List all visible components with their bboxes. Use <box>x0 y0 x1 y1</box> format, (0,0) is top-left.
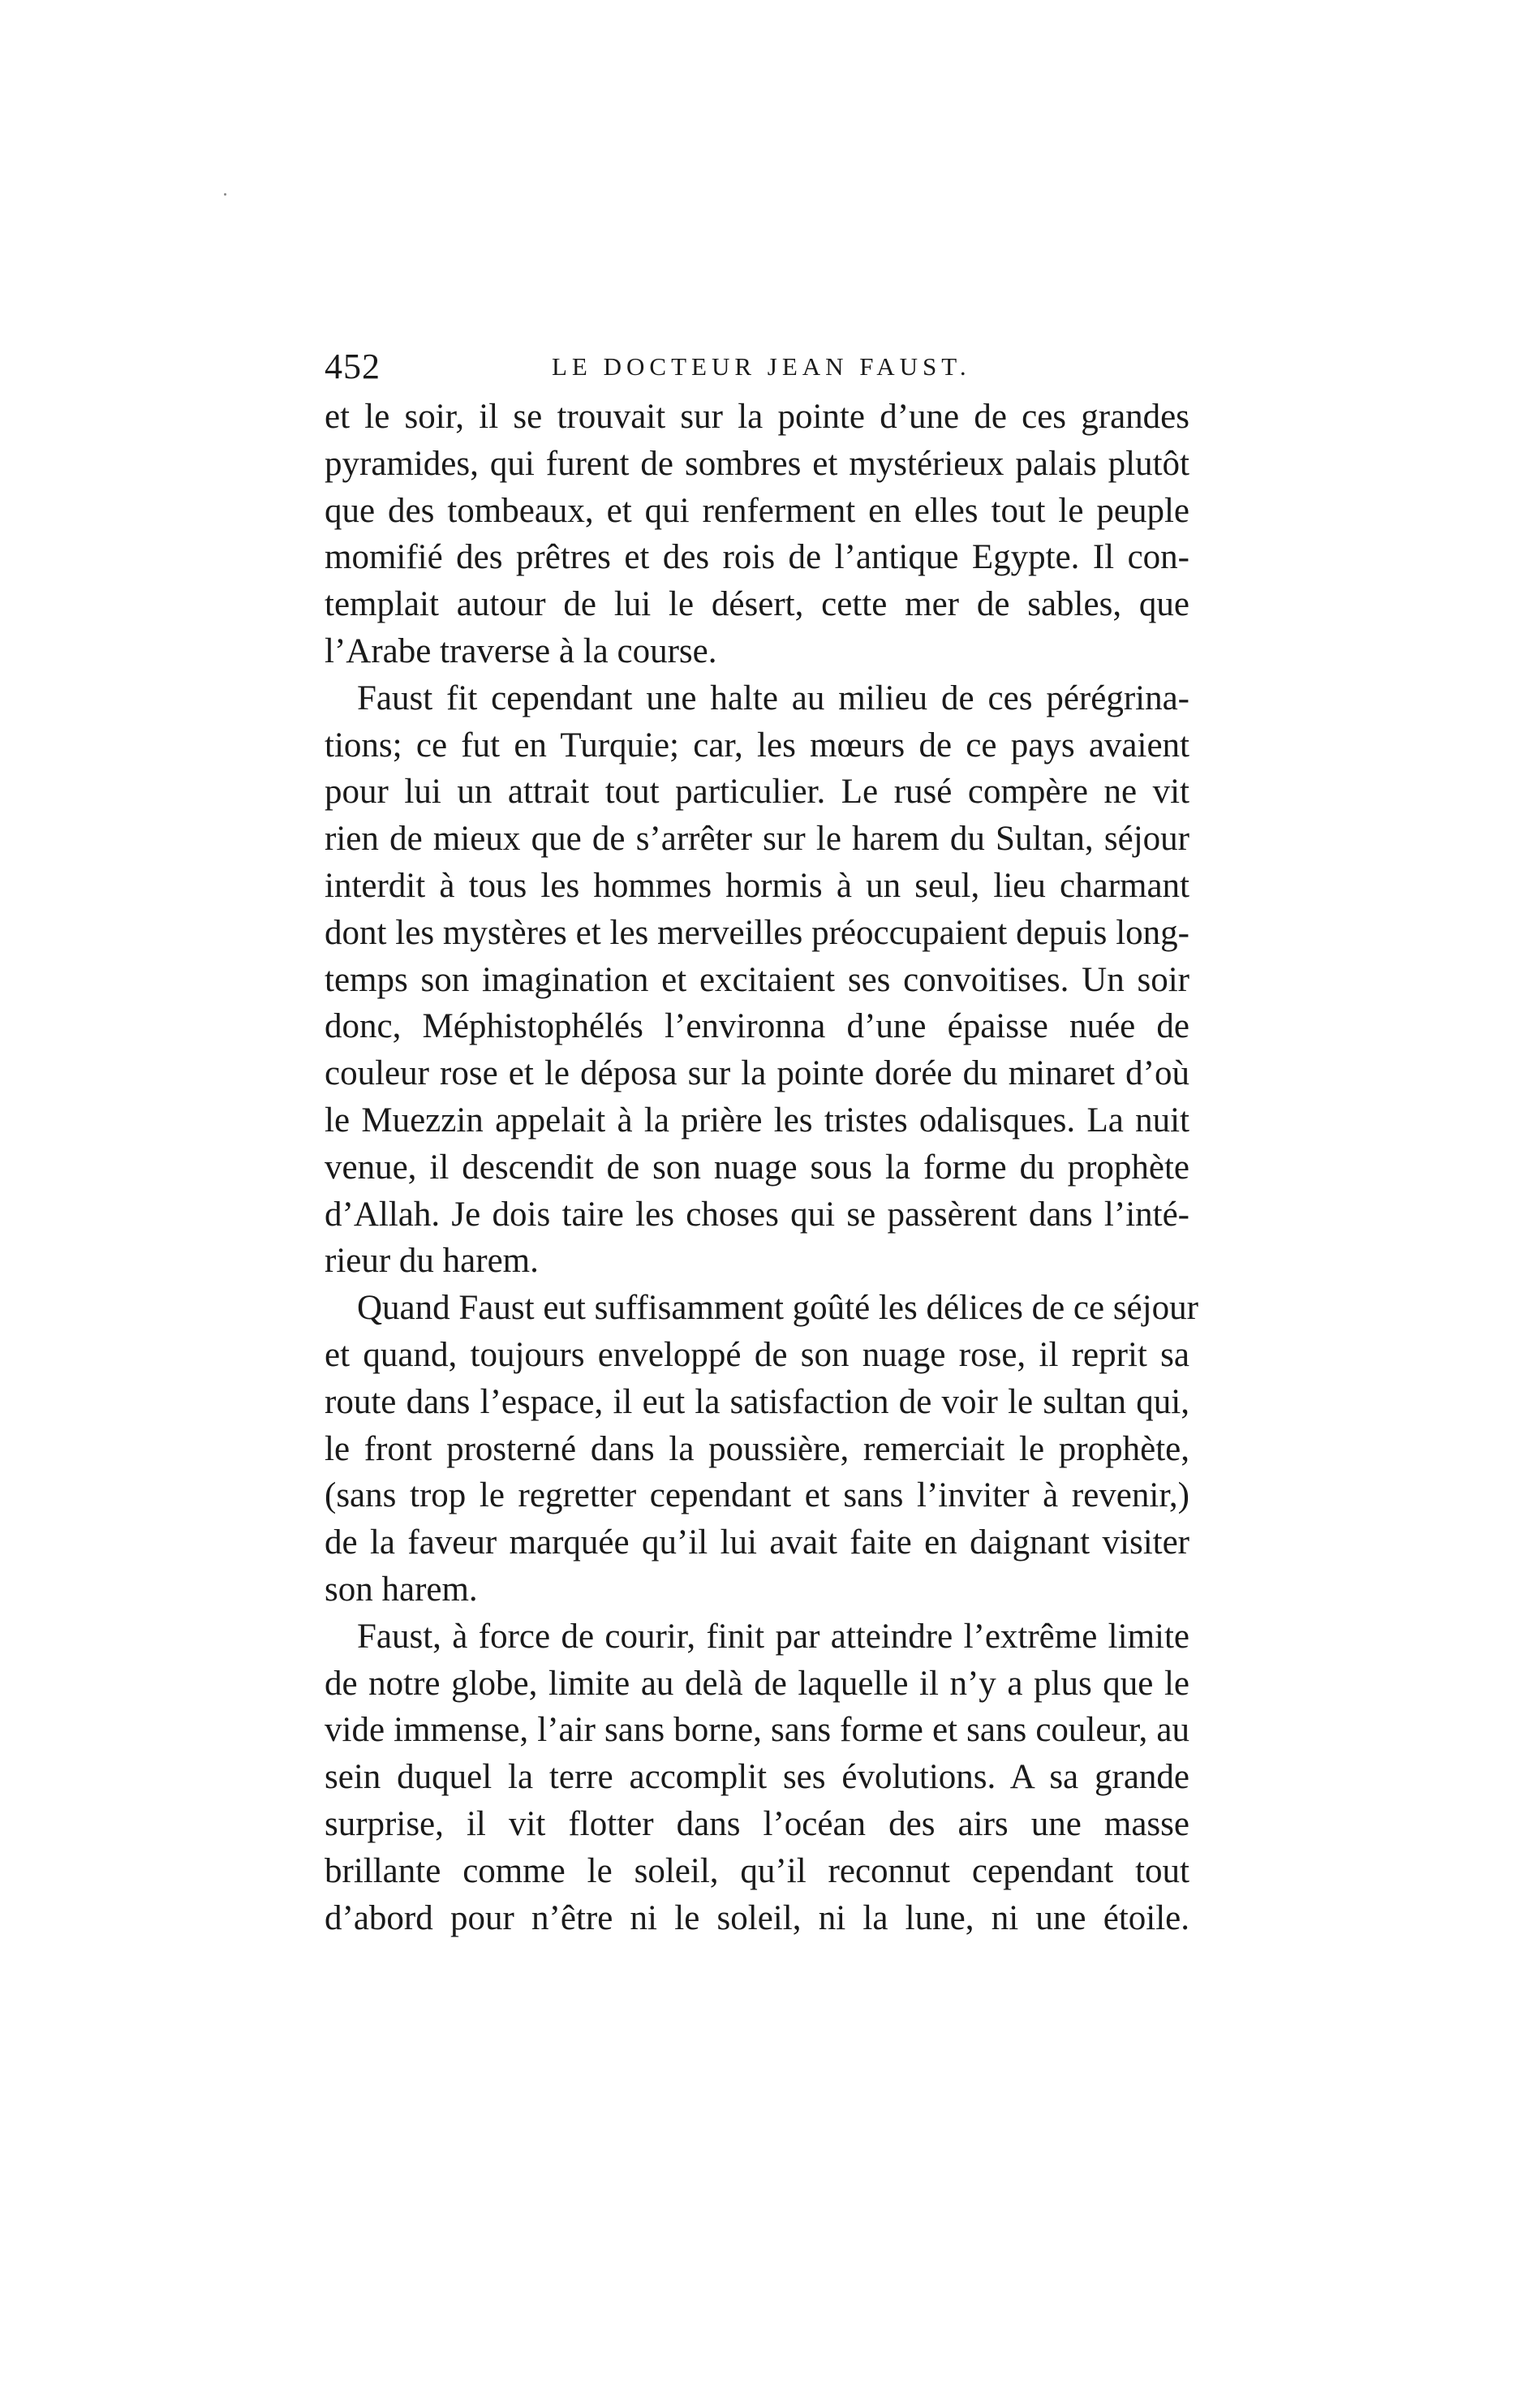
text-line: templait autour de lui le désert, cette mer de sables, que <box>325 585 1189 624</box>
text-line: brillante comme le soleil, qu’il reconnut cependant tout <box>325 1851 1189 1890</box>
text-line: (sans trop le regretter cependant et sans l’inviter à revenir,) <box>325 1476 1189 1515</box>
text-line: tions; ce fut en Turquie; car, les mœurs de ce pays avaient <box>325 726 1189 765</box>
text-line: Quand Faust eut suffisamment goûté les délices de ce séjour <box>357 1289 1198 1328</box>
text-line: vide immense, l’air sans borne, sans forme et sans couleur, au <box>325 1711 1189 1750</box>
text-line: Faust, à force de courir, finit par atteindre l’extrême limite <box>357 1617 1189 1656</box>
text-line: pour lui un attrait tout particulier. Le rusé compère ne vit <box>325 773 1189 812</box>
text-line: de la faveur marquée qu’il lui avait faite en daignant visiter <box>325 1523 1189 1562</box>
text-line: de notre globe, limite au delà de laquelle il n’y a plus que le <box>325 1664 1189 1703</box>
text-line: donc, Méphistophélés l’environna d’une épaisse nuée de <box>325 1007 1189 1046</box>
text-line: et le soir, il se trouvait sur la pointe d’une de ces grandes <box>325 398 1189 436</box>
text-line: le Muezzin appelait à la prière les tristes odalisques. La nuit <box>325 1101 1189 1139</box>
text-line: Faust fit cependant une halte au milieu de ces pérégrina- <box>357 679 1189 717</box>
page-header <box>325 341 1201 390</box>
text-line: que des tombeaux, et qui renferment en elles tout le peuple <box>325 491 1189 530</box>
text-line: surprise, il vit flotter dans l’océan des airs une masse <box>325 1804 1189 1843</box>
text-line: interdit à tous les hommes hormis à un seul, lieu charmant <box>325 866 1189 905</box>
text-line: pyramides, qui furent de sombres et mystérieux palais plutôt <box>325 444 1189 483</box>
text-line: et quand, toujours enveloppé de son nuage rose, il reprit sa <box>325 1335 1189 1374</box>
text-line: rieur du harem. <box>325 1242 539 1281</box>
text-line: son harem. <box>325 1570 478 1609</box>
text-line: sein duquel la terre accomplit ses évolutions. A sa grande <box>325 1758 1189 1797</box>
text-line: d’Allah. Je dois taire les choses qui se passèrent dans l’inté- <box>325 1195 1189 1234</box>
print-speck <box>224 193 226 196</box>
text-line: d’abord pour n’être ni le soleil, ni la lune, ni une étoile. <box>325 1898 1189 1937</box>
text-line: momifié des prêtres et des rois de l’antique Egypte. Il con- <box>325 538 1189 577</box>
text-line: temps son imagination et excitaient ses convoitises. Un soir <box>325 960 1189 999</box>
body-text <box>325 394 1198 1941</box>
text-line: couleur rose et le déposa sur la pointe dorée du minaret d’où <box>325 1054 1189 1093</box>
text-line: le front prosterné dans la poussière, remerciait le prophète, <box>325 1429 1189 1468</box>
text-line: l’Arabe traverse à la course. <box>325 631 717 670</box>
text-line: rien de mieux que de s’arrêter sur le harem du Sultan, séjour <box>325 820 1189 859</box>
running-title: LE DOCTEUR JEAN FAUST. <box>552 352 971 381</box>
text-line: venue, il descendit de son nuage sous la forme du prophète <box>325 1148 1189 1187</box>
text-line: route dans l’espace, il eut la satisfaction de voir le sultan qui, <box>325 1382 1189 1421</box>
page-number: 452 <box>325 347 381 386</box>
text-line: dont les mystères et les merveilles préoccupaient depuis long- <box>325 913 1189 952</box>
